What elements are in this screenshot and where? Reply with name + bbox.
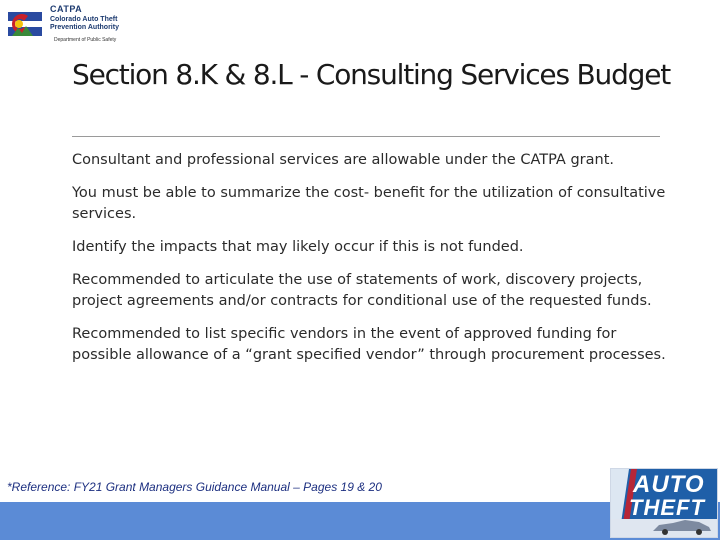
bullet-item: Identify the impacts that may likely occur if this is not funded. <box>72 239 524 255</box>
bullet-item: You must be able to summarize the cost- benefit for the utilization of consultative services. <box>72 185 666 222</box>
auto-theft-line2: THEFT <box>629 495 705 520</box>
page-title: Section 8.K & 8.L - Consulting Services Budget <box>72 58 671 91</box>
logo-department: Department of Public Safety <box>54 37 117 43</box>
bullet-item: Recommended to list specific vendors in the event of approved funding for possible allowance of a “grant specified vendor” through procurement processes. <box>72 326 666 363</box>
bullet-item: Recommended to articulate the use of statements of work, discovery projects, project agreements and/or contracts for conditional use of the requested funds. <box>72 272 652 309</box>
catpa-logo <box>6 4 136 48</box>
bullet-list <box>72 150 672 378</box>
title-divider <box>72 136 660 137</box>
colorado-flag-icon <box>6 6 44 42</box>
car-icon <box>651 519 713 535</box>
auto-theft-logo <box>610 468 718 538</box>
bullet-item: Consultant and professional services are allowable under the CATPA grant. <box>72 152 614 168</box>
logo-subtitle: Colorado Auto Theft Prevention Authority <box>50 16 119 31</box>
logo-title: CATPA <box>50 4 83 14</box>
reference-footnote: *Reference: FY21 Grant Managers Guidance Manual – Pages 19 & 20 <box>7 480 382 494</box>
auto-theft-line1: AUTO <box>633 471 705 498</box>
